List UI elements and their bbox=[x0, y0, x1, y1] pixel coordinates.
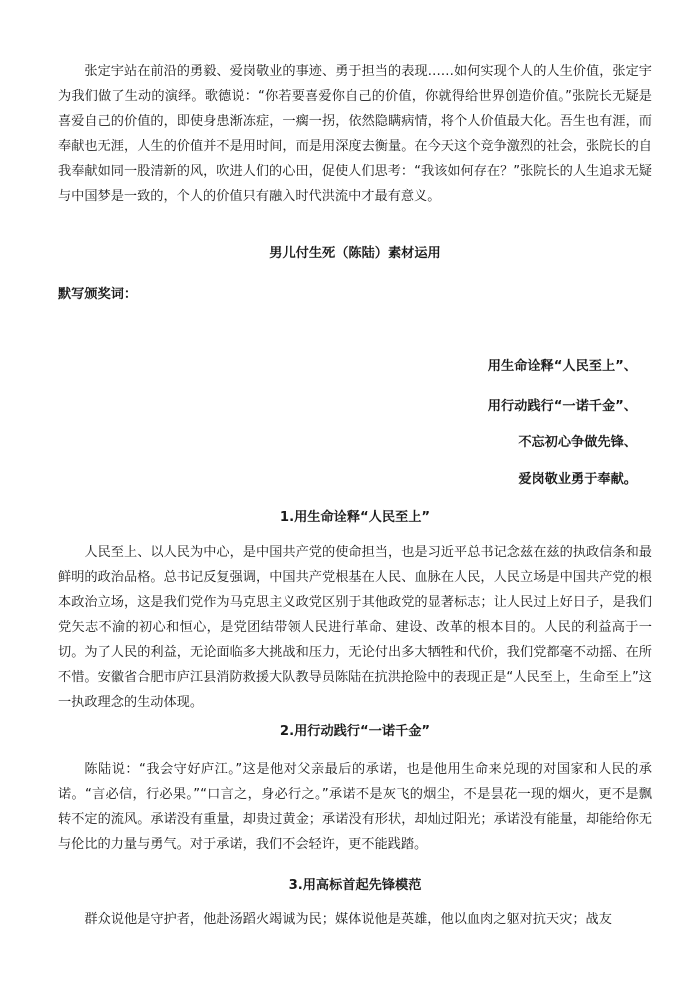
dictation-label: 默写颁奖词： bbox=[58, 287, 138, 302]
section-title: 男儿付生死（陈陆）素材运用 bbox=[269, 246, 441, 261]
award-line: 不忘初心争做先锋、 bbox=[518, 435, 637, 450]
award-line: 爱岗敬业勇于奉献。 bbox=[518, 472, 637, 487]
intro-paragraph: 张定宇站在前沿的勇毅、爱岗敬业的事迹、勇于担当的表现……如何实现个人的人生价值，张定宇为我们做了生动的演绎。歌德说：“你若要喜爱你自己的价值，你就得给世界创造价值。”张院长无疑是喜爱自己的价值的，即使身患渐冻症，一瘸一拐，依然隐瞒病情，将个人价值最大化。吾生也有涯，而奉献也无涯，人生的价值并不是用时间，而是用深度去衡量。在今天这个竞争激烈的社会，张院长的自我奉献如同一股清新的风，吹进人们的心田，促使人们思考：“我该如何存在？”张院长的人生追求无疑与中国梦是一致的，个人的价值只有融入时代洪流中才最有意义。 bbox=[58, 64, 652, 204]
section-body-1: 人民至上、以人民为中心，是中国共产党的使命担当，也是习近平总书记念兹在兹的执政信条和最鲜明的政治品格。总书记反复强调，中国共产党根基在人民、血脉在人民，人民立场是中国共产党的根本政治立场，这是我们党作为马克思主义政党区别于其他政党的显著标志；让人民过上好日子，是我们党矢志不渝的初心和恒心，是党团结带领人民进行革命、建设、改革的根本目的。人民的利益高于一切。为了人民的利益，无论面临多大挑战和压力，无论付出多大牺牲和代价，我们党都毫不动摇、在所不惜。安徽省合肥市庐江县消防救援大队教导员陈陆在抗洪抢险中的表现正是“人民至上，生命至上”这一执政理念的生动体现。 bbox=[58, 545, 652, 710]
section-heading-2: 2.用行动践行“一诺千金” bbox=[279, 724, 431, 739]
section-body-3: 群众说他是守护者，他赴汤蹈火竭诚为民；媒体说他是英雄，他以血肉之躯对抗天灾；战友 bbox=[84, 912, 612, 927]
section-heading-3: 3.用高标首起先锋模范 bbox=[288, 878, 422, 893]
award-line: 用生命诠释“人民至上”、 bbox=[487, 359, 637, 374]
award-line: 用行动践行“一诺千金”、 bbox=[487, 399, 637, 414]
section-heading-1: 1.用生命诠释“人民至上” bbox=[279, 510, 431, 525]
section-body-2: 陈陆说：“我会守好庐江。”这是他对父亲最后的承诺，也是他用生命来兑现的对国家和人民的承诺。“言必信，行必果。”“口言之，身必行之。”承诺不是灰飞的烟尘，不是昙花一现的烟火，更不是飘转不定的流风。承诺没有重量，却贵过黄金；承诺没有形状，却灿过阳光；承诺没有能量，却能给你无与伦比的力量与勇气。对于承诺，我们不会轻许，更不能践踏。 bbox=[58, 762, 652, 852]
